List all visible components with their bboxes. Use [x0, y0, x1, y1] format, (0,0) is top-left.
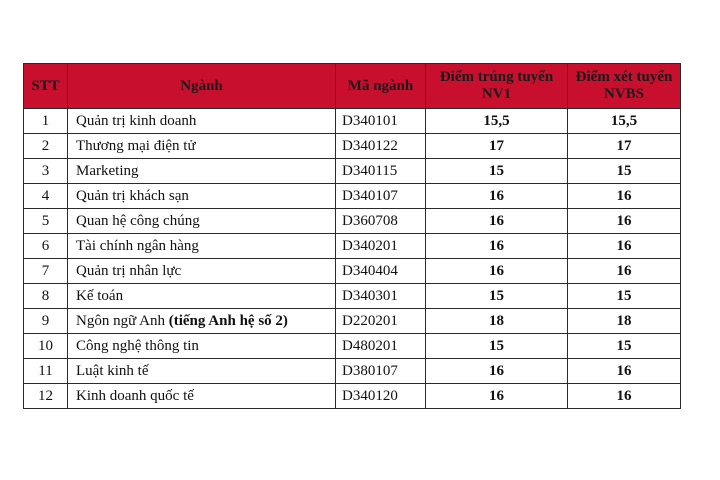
cell-major	[68, 159, 336, 184]
cell-score-nv1: 18	[426, 309, 568, 334]
header-major: Ngành	[68, 64, 336, 109]
cell-score-nvbs: 15,5	[568, 109, 681, 134]
cell-stt: 9	[24, 309, 68, 334]
cell-score-nv1: 16	[426, 209, 568, 234]
cell-score-nv1: 16	[426, 259, 568, 284]
header-score-nvbs-line2: NVBS	[603, 86, 644, 102]
major-name: Ngôn ngữ Anh	[76, 312, 165, 329]
table-row	[24, 359, 681, 384]
cell-stt: 10	[24, 334, 68, 359]
cell-stt: 11	[24, 359, 68, 384]
table-row	[24, 334, 681, 359]
cell-major	[68, 134, 336, 159]
cell-score-nv1: 15	[426, 284, 568, 309]
header-code: Mã ngành	[336, 64, 426, 109]
table-row	[24, 234, 681, 259]
cell-code: D340301	[336, 284, 426, 309]
cell-stt: 7	[24, 259, 68, 284]
table-row	[24, 284, 681, 309]
major-name: Kinh doanh quốc tế	[76, 387, 194, 404]
table-row	[24, 134, 681, 159]
cell-score-nvbs: 15	[568, 334, 681, 359]
major-note: (tiếng Anh hệ số 2)	[168, 312, 288, 329]
cell-score-nvbs: 16	[568, 234, 681, 259]
cell-major	[68, 234, 336, 259]
cell-major	[68, 334, 336, 359]
cell-score-nv1: 15,5	[426, 109, 568, 134]
major-name: Kế toán	[76, 287, 124, 304]
header-stt: STT	[24, 64, 68, 109]
cell-score-nvbs: 16	[568, 259, 681, 284]
major-name: Thương mại điện tử	[76, 137, 196, 154]
cell-major	[68, 309, 336, 334]
cell-score-nv1: 15	[426, 159, 568, 184]
cell-major	[68, 184, 336, 209]
cell-stt: 8	[24, 284, 68, 309]
cell-major	[68, 209, 336, 234]
cell-code: D380107	[336, 359, 426, 384]
cell-major	[68, 109, 336, 134]
cell-code: D340201	[336, 234, 426, 259]
major-name: Marketing	[76, 162, 139, 179]
header-score-nv1-line2: NV1	[481, 86, 512, 102]
header-row	[24, 64, 681, 109]
cell-code: D340404	[336, 259, 426, 284]
cell-stt: 12	[24, 384, 68, 409]
cell-code: D480201	[336, 334, 426, 359]
cell-code: D340107	[336, 184, 426, 209]
cell-major	[68, 259, 336, 284]
table-row	[24, 259, 681, 284]
header-score-nv1-line1: Điểm trúng tuyển	[439, 69, 554, 85]
major-name: Luật kinh tế	[76, 362, 149, 379]
cell-stt: 6	[24, 234, 68, 259]
cell-code: D340101	[336, 109, 426, 134]
table-row	[24, 109, 681, 134]
major-name: Quan hệ công chúng	[76, 212, 200, 229]
table-row	[24, 159, 681, 184]
table-row	[24, 384, 681, 409]
cell-code: D340115	[336, 159, 426, 184]
cell-score-nvbs: 16	[568, 359, 681, 384]
cell-score-nvbs: 16	[568, 209, 681, 234]
cell-score-nvbs: 16	[568, 384, 681, 409]
table-row	[24, 184, 681, 209]
cell-score-nv1: 16	[426, 184, 568, 209]
major-name: Quản trị nhân lực	[76, 262, 182, 279]
table-row	[24, 209, 681, 234]
cell-major	[68, 284, 336, 309]
cell-score-nv1: 16	[426, 234, 568, 259]
header-score-nvbs-line1: Điểm xét tuyển	[575, 69, 673, 85]
major-name: Tài chính ngân hàng	[76, 237, 199, 254]
cell-score-nvbs: 16	[568, 184, 681, 209]
cell-score-nvbs: 17	[568, 134, 681, 159]
major-name: Quản trị khách sạn	[76, 187, 189, 204]
cell-code: D220201	[336, 309, 426, 334]
cell-score-nvbs: 15	[568, 159, 681, 184]
header-score-nvbs	[568, 64, 681, 109]
header-score-nv1	[426, 64, 568, 109]
cell-stt: 5	[24, 209, 68, 234]
cell-score-nvbs: 18	[568, 309, 681, 334]
cell-stt: 4	[24, 184, 68, 209]
cell-code: D340120	[336, 384, 426, 409]
cell-score-nv1: 15	[426, 334, 568, 359]
cell-code: D360708	[336, 209, 426, 234]
cell-stt: 3	[24, 159, 68, 184]
cell-score-nv1: 17	[426, 134, 568, 159]
major-name: Quản trị kinh doanh	[76, 112, 197, 129]
cell-score-nv1: 16	[426, 359, 568, 384]
cell-code: D340122	[336, 134, 426, 159]
cell-score-nvbs: 15	[568, 284, 681, 309]
cell-stt: 2	[24, 134, 68, 159]
admission-scores-table	[23, 63, 681, 409]
cell-score-nv1: 16	[426, 384, 568, 409]
cell-major	[68, 359, 336, 384]
table-row	[24, 309, 681, 334]
major-name: Công nghệ thông tin	[76, 337, 199, 354]
cell-major	[68, 384, 336, 409]
cell-stt: 1	[24, 109, 68, 134]
